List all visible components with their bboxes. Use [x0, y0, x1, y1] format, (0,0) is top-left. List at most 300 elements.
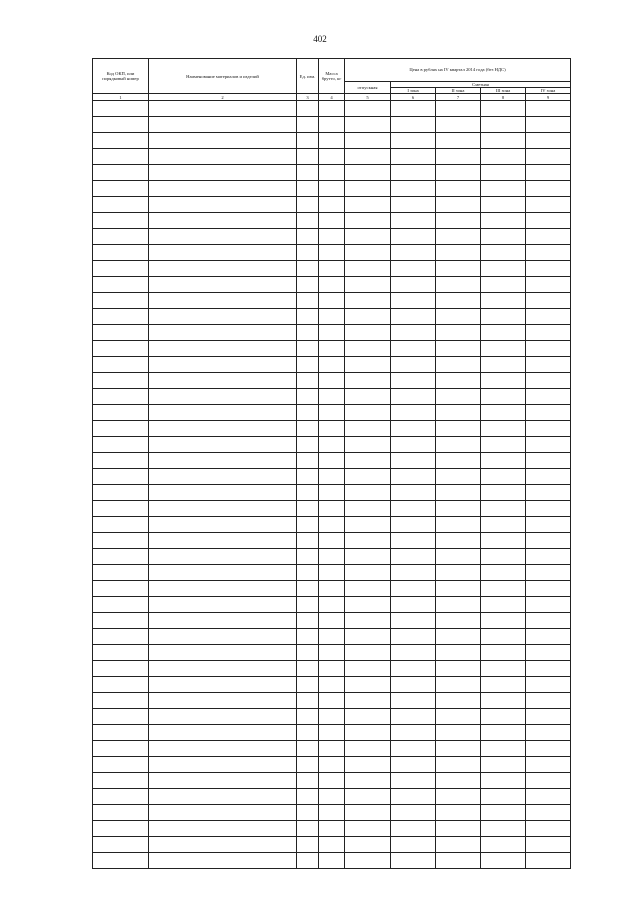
- row-mass: [319, 309, 345, 325]
- row-code: [93, 645, 149, 661]
- table-row: [93, 101, 571, 117]
- column-number: 6: [391, 94, 436, 101]
- row-mass: [319, 277, 345, 293]
- row-price-zone-2: [436, 533, 481, 549]
- row-price-zone-4: [526, 485, 571, 501]
- row-price-zone-2: [436, 469, 481, 485]
- row-unit: [297, 341, 319, 357]
- table-row: [93, 757, 571, 773]
- row-name: [149, 469, 297, 485]
- row-mass: [319, 645, 345, 661]
- row-price-zone-2: [436, 181, 481, 197]
- row-price-zone-2: [436, 741, 481, 757]
- row-mass: [319, 661, 345, 677]
- row-price-zone-1: [391, 645, 436, 661]
- column-number: 7: [436, 94, 481, 101]
- header-zone-1: I зона: [391, 88, 436, 94]
- row-price-otpusk: [345, 341, 391, 357]
- row-unit: [297, 661, 319, 677]
- row-price-zone-1: [391, 741, 436, 757]
- row-price-zone-1: [391, 693, 436, 709]
- table-row: [93, 773, 571, 789]
- row-price-zone-2: [436, 357, 481, 373]
- row-price-zone-2: [436, 485, 481, 501]
- row-code: [93, 613, 149, 629]
- row-price-otpusk: [345, 645, 391, 661]
- row-name: [149, 485, 297, 501]
- table-row: [93, 501, 571, 517]
- row-price-zone-2: [436, 581, 481, 597]
- row-name: [149, 805, 297, 821]
- row-price-zone-3: [481, 565, 526, 581]
- row-name: [149, 581, 297, 597]
- row-unit: [297, 437, 319, 453]
- table-row: [93, 197, 571, 213]
- row-mass: [319, 357, 345, 373]
- row-unit: [297, 805, 319, 821]
- row-price-zone-1: [391, 357, 436, 373]
- header-zone-2: II зона: [436, 88, 481, 94]
- row-price-zone-3: [481, 133, 526, 149]
- row-price-zone-1: [391, 133, 436, 149]
- table-row: [93, 725, 571, 741]
- row-unit: [297, 309, 319, 325]
- row-mass: [319, 165, 345, 181]
- row-name: [149, 229, 297, 245]
- row-unit: [297, 709, 319, 725]
- table-row: [93, 597, 571, 613]
- row-mass: [319, 213, 345, 229]
- row-unit: [297, 549, 319, 565]
- row-price-zone-3: [481, 469, 526, 485]
- row-price-zone-2: [436, 629, 481, 645]
- column-number: 3: [297, 94, 319, 101]
- table-row: [93, 837, 571, 853]
- row-price-zone-1: [391, 725, 436, 741]
- row-price-zone-4: [526, 117, 571, 133]
- row-price-zone-2: [436, 293, 481, 309]
- row-price-zone-2: [436, 853, 481, 869]
- row-price-otpusk: [345, 741, 391, 757]
- row-name: [149, 117, 297, 133]
- table-row: [93, 661, 571, 677]
- row-price-otpusk: [345, 101, 391, 117]
- row-price-zone-4: [526, 309, 571, 325]
- row-price-zone-1: [391, 469, 436, 485]
- row-price-zone-4: [526, 213, 571, 229]
- row-code: [93, 805, 149, 821]
- table-row: [93, 453, 571, 469]
- row-name: [149, 165, 297, 181]
- row-name: [149, 597, 297, 613]
- row-price-zone-1: [391, 677, 436, 693]
- row-price-zone-1: [391, 805, 436, 821]
- row-name: [149, 373, 297, 389]
- row-code: [93, 629, 149, 645]
- row-price-zone-4: [526, 773, 571, 789]
- row-price-otpusk: [345, 677, 391, 693]
- row-mass: [319, 549, 345, 565]
- row-name: [149, 133, 297, 149]
- row-code: [93, 693, 149, 709]
- row-code: [93, 725, 149, 741]
- row-unit: [297, 693, 319, 709]
- row-price-zone-2: [436, 661, 481, 677]
- row-unit: [297, 165, 319, 181]
- row-price-zone-1: [391, 453, 436, 469]
- row-price-zone-2: [436, 197, 481, 213]
- table-body: [93, 101, 571, 869]
- row-mass: [319, 229, 345, 245]
- row-price-zone-2: [436, 341, 481, 357]
- table-row: [93, 373, 571, 389]
- row-price-zone-3: [481, 245, 526, 261]
- row-price-zone-1: [391, 821, 436, 837]
- row-price-zone-4: [526, 805, 571, 821]
- row-price-otpusk: [345, 453, 391, 469]
- table-row: [93, 821, 571, 837]
- row-price-otpusk: [345, 533, 391, 549]
- row-code: [93, 181, 149, 197]
- row-price-zone-3: [481, 437, 526, 453]
- row-code: [93, 469, 149, 485]
- row-price-zone-2: [436, 229, 481, 245]
- row-price-zone-4: [526, 757, 571, 773]
- row-price-zone-1: [391, 517, 436, 533]
- row-name: [149, 357, 297, 373]
- row-price-zone-1: [391, 789, 436, 805]
- table-row: [93, 645, 571, 661]
- row-unit: [297, 117, 319, 133]
- row-code: [93, 741, 149, 757]
- row-price-zone-3: [481, 165, 526, 181]
- row-name: [149, 101, 297, 117]
- table-row: [93, 549, 571, 565]
- row-mass: [319, 741, 345, 757]
- row-code: [93, 325, 149, 341]
- table-row: [93, 693, 571, 709]
- table-row: [93, 229, 571, 245]
- row-name: [149, 213, 297, 229]
- row-name: [149, 405, 297, 421]
- row-mass: [319, 197, 345, 213]
- row-price-zone-4: [526, 789, 571, 805]
- row-unit: [297, 725, 319, 741]
- header-zone-4: IV зона: [526, 88, 571, 94]
- row-code: [93, 389, 149, 405]
- row-unit: [297, 149, 319, 165]
- row-name: [149, 245, 297, 261]
- row-price-zone-1: [391, 421, 436, 437]
- header-zone-3: III зона: [481, 88, 526, 94]
- column-number: 8: [481, 94, 526, 101]
- row-code: [93, 501, 149, 517]
- row-name: [149, 277, 297, 293]
- row-code: [93, 293, 149, 309]
- table-row: [93, 741, 571, 757]
- row-mass: [319, 581, 345, 597]
- row-price-zone-3: [481, 837, 526, 853]
- row-price-zone-3: [481, 277, 526, 293]
- row-price-zone-4: [526, 405, 571, 421]
- row-code: [93, 437, 149, 453]
- row-price-otpusk: [345, 197, 391, 213]
- row-price-zone-2: [436, 101, 481, 117]
- row-unit: [297, 741, 319, 757]
- row-price-zone-2: [436, 597, 481, 613]
- row-name: [149, 389, 297, 405]
- row-price-zone-4: [526, 293, 571, 309]
- row-price-zone-3: [481, 533, 526, 549]
- row-name: [149, 453, 297, 469]
- row-name: [149, 293, 297, 309]
- row-unit: [297, 773, 319, 789]
- row-mass: [319, 677, 345, 693]
- row-price-zone-3: [481, 501, 526, 517]
- row-price-zone-3: [481, 629, 526, 645]
- row-price-zone-3: [481, 117, 526, 133]
- table-row: [93, 629, 571, 645]
- row-mass: [319, 501, 345, 517]
- row-price-otpusk: [345, 629, 391, 645]
- row-code: [93, 773, 149, 789]
- row-price-otpusk: [345, 613, 391, 629]
- table-row: [93, 485, 571, 501]
- row-price-zone-4: [526, 693, 571, 709]
- table-row: [93, 165, 571, 181]
- row-name: [149, 421, 297, 437]
- row-name: [149, 757, 297, 773]
- table-row: [93, 309, 571, 325]
- row-mass: [319, 805, 345, 821]
- row-unit: [297, 181, 319, 197]
- row-unit: [297, 101, 319, 117]
- row-unit: [297, 677, 319, 693]
- row-name: [149, 693, 297, 709]
- row-code: [93, 821, 149, 837]
- header-mass: Масса брутто, кг: [319, 59, 345, 94]
- row-price-zone-4: [526, 837, 571, 853]
- row-price-zone-1: [391, 629, 436, 645]
- row-price-zone-3: [481, 229, 526, 245]
- row-price-zone-1: [391, 581, 436, 597]
- row-price-zone-1: [391, 501, 436, 517]
- row-name: [149, 341, 297, 357]
- row-price-zone-3: [481, 789, 526, 805]
- row-price-zone-1: [391, 373, 436, 389]
- row-price-otpusk: [345, 309, 391, 325]
- row-price-zone-1: [391, 213, 436, 229]
- row-mass: [319, 853, 345, 869]
- row-unit: [297, 645, 319, 661]
- table-row: [93, 213, 571, 229]
- row-code: [93, 197, 149, 213]
- row-price-zone-2: [436, 213, 481, 229]
- row-price-otpusk: [345, 789, 391, 805]
- row-price-zone-3: [481, 613, 526, 629]
- row-mass: [319, 533, 345, 549]
- row-price-otpusk: [345, 389, 391, 405]
- row-mass: [319, 613, 345, 629]
- row-code: [93, 421, 149, 437]
- row-price-otpusk: [345, 693, 391, 709]
- row-code: [93, 117, 149, 133]
- table-row: [93, 565, 571, 581]
- row-price-otpusk: [345, 517, 391, 533]
- row-mass: [319, 517, 345, 533]
- row-mass: [319, 725, 345, 741]
- row-mass: [319, 565, 345, 581]
- row-mass: [319, 421, 345, 437]
- row-mass: [319, 101, 345, 117]
- row-code: [93, 165, 149, 181]
- row-mass: [319, 181, 345, 197]
- row-price-zone-4: [526, 501, 571, 517]
- row-price-otpusk: [345, 149, 391, 165]
- table-row: [93, 405, 571, 421]
- row-price-otpusk: [345, 357, 391, 373]
- row-price-otpusk: [345, 549, 391, 565]
- row-name: [149, 773, 297, 789]
- row-price-zone-3: [481, 549, 526, 565]
- row-price-zone-2: [436, 149, 481, 165]
- table-row: [93, 149, 571, 165]
- table-row: [93, 533, 571, 549]
- row-unit: [297, 213, 319, 229]
- row-price-zone-4: [526, 597, 571, 613]
- row-unit: [297, 229, 319, 245]
- row-price-zone-4: [526, 277, 571, 293]
- row-price-otpusk: [345, 277, 391, 293]
- row-price-zone-1: [391, 117, 436, 133]
- row-name: [149, 725, 297, 741]
- row-code: [93, 853, 149, 869]
- header-smetnaya: Сметная: [391, 82, 571, 88]
- table-row: [93, 709, 571, 725]
- table-row: [93, 341, 571, 357]
- row-price-zone-2: [436, 165, 481, 181]
- row-price-zone-4: [526, 389, 571, 405]
- row-price-zone-4: [526, 741, 571, 757]
- row-code: [93, 549, 149, 565]
- row-price-zone-4: [526, 645, 571, 661]
- row-price-zone-1: [391, 229, 436, 245]
- row-price-otpusk: [345, 245, 391, 261]
- row-price-otpusk: [345, 469, 391, 485]
- row-price-zone-1: [391, 181, 436, 197]
- row-code: [93, 661, 149, 677]
- row-price-otpusk: [345, 373, 391, 389]
- row-price-zone-3: [481, 309, 526, 325]
- row-unit: [297, 373, 319, 389]
- row-mass: [319, 453, 345, 469]
- row-price-zone-3: [481, 709, 526, 725]
- row-price-zone-2: [436, 245, 481, 261]
- row-price-zone-3: [481, 197, 526, 213]
- row-unit: [297, 133, 319, 149]
- row-code: [93, 581, 149, 597]
- header-price-group: Цена в рублях на IV квартал 2014 года (без НДС): [345, 59, 571, 82]
- row-mass: [319, 325, 345, 341]
- row-price-zone-3: [481, 661, 526, 677]
- row-price-zone-4: [526, 373, 571, 389]
- column-number: 1: [93, 94, 149, 101]
- row-price-zone-3: [481, 261, 526, 277]
- table-row: [93, 789, 571, 805]
- row-price-zone-3: [481, 181, 526, 197]
- row-price-zone-2: [436, 437, 481, 453]
- column-number: 5: [345, 94, 391, 101]
- row-price-zone-4: [526, 181, 571, 197]
- row-price-zone-2: [436, 821, 481, 837]
- row-price-zone-3: [481, 101, 526, 117]
- row-price-otpusk: [345, 133, 391, 149]
- row-unit: [297, 565, 319, 581]
- row-price-zone-4: [526, 245, 571, 261]
- row-code: [93, 709, 149, 725]
- row-name: [149, 181, 297, 197]
- row-name: [149, 661, 297, 677]
- row-price-otpusk: [345, 725, 391, 741]
- row-name: [149, 437, 297, 453]
- row-price-zone-1: [391, 341, 436, 357]
- row-price-zone-3: [481, 725, 526, 741]
- column-number: 2: [149, 94, 297, 101]
- row-price-zone-3: [481, 581, 526, 597]
- row-code: [93, 565, 149, 581]
- row-name: [149, 629, 297, 645]
- table-row: [93, 437, 571, 453]
- row-code: [93, 453, 149, 469]
- row-unit: [297, 405, 319, 421]
- row-price-otpusk: [345, 565, 391, 581]
- row-unit: [297, 277, 319, 293]
- row-code: [93, 309, 149, 325]
- row-price-zone-4: [526, 613, 571, 629]
- row-unit: [297, 421, 319, 437]
- row-price-zone-2: [436, 325, 481, 341]
- row-price-zone-4: [526, 357, 571, 373]
- row-price-zone-1: [391, 325, 436, 341]
- row-name: [149, 709, 297, 725]
- row-price-otpusk: [345, 293, 391, 309]
- row-price-otpusk: [345, 581, 391, 597]
- row-mass: [319, 149, 345, 165]
- row-price-zone-4: [526, 677, 571, 693]
- row-price-zone-2: [436, 773, 481, 789]
- row-name: [149, 533, 297, 549]
- row-price-otpusk: [345, 165, 391, 181]
- row-price-zone-3: [481, 341, 526, 357]
- row-price-zone-4: [526, 325, 571, 341]
- row-price-zone-3: [481, 453, 526, 469]
- row-mass: [319, 597, 345, 613]
- row-code: [93, 789, 149, 805]
- row-price-zone-4: [526, 261, 571, 277]
- row-price-zone-1: [391, 293, 436, 309]
- row-price-otpusk: [345, 501, 391, 517]
- table-row: [93, 261, 571, 277]
- row-price-zone-3: [481, 213, 526, 229]
- row-mass: [319, 133, 345, 149]
- row-price-zone-1: [391, 101, 436, 117]
- row-unit: [297, 389, 319, 405]
- row-code: [93, 133, 149, 149]
- row-price-otpusk: [345, 853, 391, 869]
- row-price-zone-2: [436, 421, 481, 437]
- row-price-otpusk: [345, 709, 391, 725]
- row-price-zone-4: [526, 821, 571, 837]
